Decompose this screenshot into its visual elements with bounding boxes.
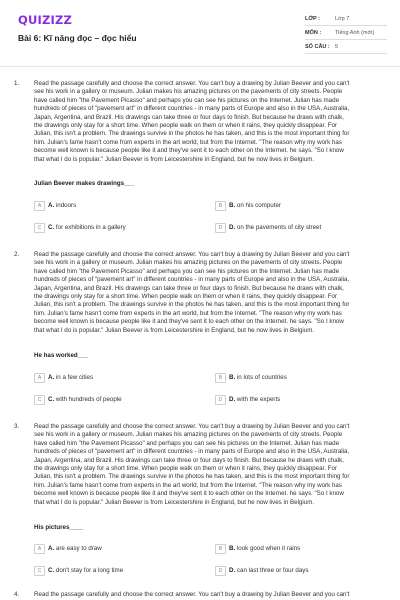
meta-key: LỚP : xyxy=(305,15,320,22)
option-label: B. xyxy=(229,374,236,381)
question-number: 2. xyxy=(14,251,20,258)
question-text: His pictures____ xyxy=(34,524,84,531)
option-text: in lots of countries xyxy=(236,374,287,381)
question-number: 4. xyxy=(14,591,20,598)
reading-passage-first-line: Read the passage carefully and choose the correct answer. You can't buy a drawing by Julian Beever and you can't xyxy=(34,591,350,598)
question-text: Julian Beever makes drawings___ xyxy=(34,180,135,187)
passage-line: him. Julian's fame hasn't come from experts in the art world, but from the Internet. "The reason why my work has xyxy=(34,481,342,489)
worksheet-header xyxy=(0,0,400,66)
option-b[interactable] xyxy=(215,200,281,211)
passage-line: Read the passage carefully and choose the correct answer. You can't buy a drawing by Julian Beever and you can't xyxy=(34,80,350,87)
option-text: indoors xyxy=(55,202,77,209)
passage-line: Julian, this isn't a problem. The drawings survive in the photos he has taken, and this is the most important thing for xyxy=(34,301,350,309)
option-text: on the pavements of city street xyxy=(236,224,322,231)
passage-line: that what I do is popular." Julian Beever is from Leicestershire in England, but he now lives in Belgium. xyxy=(34,498,315,506)
option-b[interactable] xyxy=(215,543,300,554)
reading-passage xyxy=(34,423,390,507)
reading-passage xyxy=(34,251,390,335)
passage-line: Japan, Argentina, and Brazil. His drawings can take three or four days to finish. But because he draws with chalk, xyxy=(34,456,344,464)
passage-line: the drawings only stay for a short time. When people walk on them or when it rains, they quickly disappear. For xyxy=(34,465,337,473)
option-a[interactable] xyxy=(34,200,76,211)
option-label: A. xyxy=(48,545,55,552)
passage-line: the drawings only stay for a short time. When people walk on them or when it rains, they quickly disappear. For xyxy=(34,293,337,301)
passage-line: the drawings only stay for a short time. When people walk on them or when it rains, they quickly disappear. For xyxy=(34,122,337,130)
option-label: D. xyxy=(229,224,236,231)
option-text: for exhibitions in a gallery xyxy=(55,224,126,231)
option-text: on his computer xyxy=(236,202,281,209)
passage-line: hundreds of pieces of "pavement art" in different countries - in many parts of Europe and also in the USA, Australia, xyxy=(34,276,350,284)
passage-line: become well known is because people like it and they've sent it to each other on the Internet. he says. "So I know xyxy=(34,147,344,155)
passage-line: Japan, Argentina, and Brazil. His drawings can take three or four days to finish. But because he draws with chalk, xyxy=(34,113,344,121)
option-label: B. xyxy=(229,202,236,209)
meta-value: 5 xyxy=(335,43,339,50)
option-label: A. xyxy=(48,202,55,209)
option-c[interactable] xyxy=(34,565,123,576)
option-text: look good when it rains xyxy=(236,545,301,552)
passage-line: have called him "the Pavement Picasso" and perhaps you can see his pictures on the Internet. Julian has made xyxy=(34,439,340,447)
option-letter-box: A xyxy=(34,373,45,383)
question-number: 3. xyxy=(14,423,20,430)
passage-line: him. Julian's fame hasn't come from experts in the art world, but from the Internet. "The reason why my work has xyxy=(34,138,342,146)
option-d[interactable] xyxy=(215,394,280,405)
option-letter-box: C xyxy=(34,395,45,405)
option-label: B. xyxy=(229,545,236,552)
passage-line: that what I do is popular." Julian Beever is from Leicestershire in England, but he now lives in Belgium. xyxy=(34,155,315,163)
option-letter-box: D xyxy=(215,223,226,233)
passage-line: Julian, this isn't a problem. The drawings survive in the photos he has taken, and this is the most important thing for xyxy=(34,473,350,481)
meta-key: MÔN : xyxy=(305,29,322,36)
option-letter-box: A xyxy=(34,201,45,211)
passage-line: Japan, Argentina, and Brazil. His drawings can take three or four days to finish. But because he draws with chalk, xyxy=(34,284,344,292)
option-label: D. xyxy=(229,567,236,574)
option-letter-box: B xyxy=(215,201,226,211)
passage-line: become well known is because people like it and they've sent it to each other on the Internet. he says. "So I know xyxy=(34,318,344,326)
meta-row-class xyxy=(305,12,387,26)
meta-key: SỐ CÂU : xyxy=(305,43,330,50)
option-label: D. xyxy=(229,396,236,403)
worksheet-title: Bài 6: Kĩ năng đọc – đọc hiểu xyxy=(18,33,137,43)
passage-line: see his work in a gallery or museum. Julian makes his amazing pictures on the pavements of city streets. People xyxy=(34,88,343,96)
meta-value: Lớp 7 xyxy=(335,15,350,22)
quizizz-logo: QUIZIZZ xyxy=(18,13,73,27)
option-letter-box: D xyxy=(215,395,226,405)
option-label: C. xyxy=(48,567,55,574)
option-text: are easy to draw xyxy=(55,545,102,552)
option-text: can last three or four days xyxy=(236,567,309,574)
option-label: C. xyxy=(48,224,55,231)
passage-line: see his work in a gallery or museum. Julian makes his amazing pictures on the pavements of city streets. People xyxy=(34,259,343,267)
passage-line: see his work in a gallery or museum. Julian makes his amazing pictures on the pavements of city streets. People xyxy=(34,431,343,439)
option-letter-box: B xyxy=(215,373,226,383)
option-text: with the experts xyxy=(236,396,281,403)
option-letter-box: B xyxy=(215,544,226,554)
reading-passage xyxy=(34,80,390,164)
question-text: He has worked___ xyxy=(34,352,88,359)
passage-line: hundreds of pieces of "pavement art" in different countries - in many parts of Europe and also in the USA, Australia, xyxy=(34,105,350,113)
option-a[interactable] xyxy=(34,372,93,383)
worksheet-meta xyxy=(305,12,387,54)
option-letter-box: D xyxy=(215,566,226,576)
passage-line: have called him "the Pavement Picasso" and perhaps you can see his pictures on the Internet. Julian has made xyxy=(34,96,340,104)
option-a[interactable] xyxy=(34,543,102,554)
meta-row-count xyxy=(305,40,387,54)
option-d[interactable] xyxy=(215,565,308,576)
option-letter-box: C xyxy=(34,566,45,576)
option-text: don't stay for a long time xyxy=(55,567,124,574)
option-text: with hundreds of people xyxy=(55,396,122,403)
option-letter-box: C xyxy=(34,223,45,233)
passage-line: hundreds of pieces of "pavement art" in different countries - in many parts of Europe and also in the USA, Australia, xyxy=(34,448,350,456)
option-d[interactable] xyxy=(215,222,321,233)
meta-row-subject xyxy=(305,26,387,40)
passage-line: Read the passage carefully and choose the correct answer. You can't buy a drawing by Julian Beever and you can't xyxy=(34,423,350,430)
passage-line: him. Julian's fame hasn't come from experts in the art world, but from the Internet. "The reason why my work has xyxy=(34,309,342,317)
option-label: C. xyxy=(48,396,55,403)
meta-value: Tiếng Anh (mới) xyxy=(335,29,375,36)
passage-line: become well known is because people like it and they've sent it to each other on the Internet. he says. "So I know xyxy=(34,490,344,498)
option-label: A. xyxy=(48,374,55,381)
option-b[interactable] xyxy=(215,372,287,383)
passage-line: Read the passage carefully and choose the correct answer. You can't buy a drawing by Julian Beever and you can't xyxy=(34,251,350,258)
passage-line: that what I do is popular." Julian Beever is from Leicestershire in England, but he now lives in Belgium. xyxy=(34,326,315,334)
passage-line: Julian, this isn't a problem. The drawings survive in the photos he has taken, and this is the most important thing for xyxy=(34,130,350,138)
option-c[interactable] xyxy=(34,394,122,405)
question-number: 1. xyxy=(14,80,20,87)
passage-line: have called him "the Pavement Picasso" and perhaps you can see his pictures on the Internet. Julian has made xyxy=(34,267,340,275)
option-text: in a few cities xyxy=(55,374,94,381)
option-letter-box: A xyxy=(34,544,45,554)
header-divider xyxy=(0,66,400,67)
option-c[interactable] xyxy=(34,222,126,233)
